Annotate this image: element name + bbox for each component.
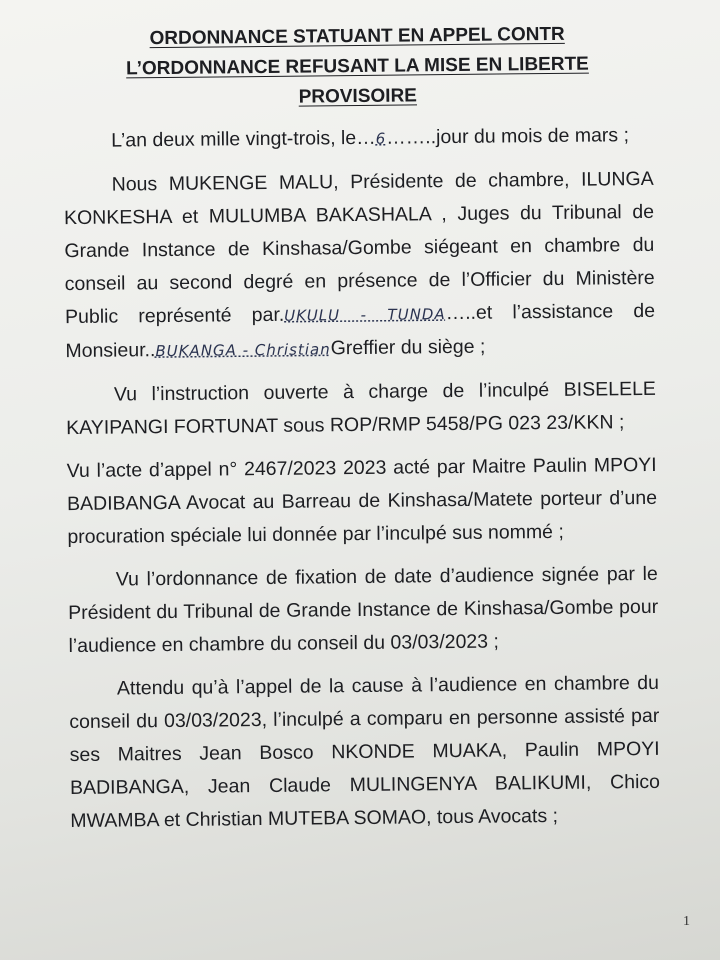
handwritten-officer: UKULU - TUNDA [284,305,446,325]
paragraph-hearing-order: Vu l’ordonnance de fixation de date d’audience signée par le Président du Tribunal de Grande Instance de Kinshasa/Gombe pour l’audience en chambre du conseil du 03/03/2023 ; [68,562,659,658]
paragraph-attendance: Attendu qu’à l’appel de la cause à l’audience en chambre du conseil du 03/03/2023, l’inculpé a comparu en personne assisté par ses Maitres Jean Bosco NKONDE MUAKA, Paulin MPOYI BADIBANGA, Jean Claude MULINGENYA BALIKUMI, Chico MWAMBA et Christian MUTEBA SOMAO, tous Avocats ; [69,671,661,833]
composition-text-3: Greffier du siège ; [330,335,486,360]
handwritten-day: 6 [375,129,387,148]
title-line-2: L’ORDONNANCE REFUSANT LA MISE EN LIBERTE [126,53,589,80]
title-line-3: PROVISOIRE [298,85,418,108]
document-body [62,19,661,848]
composition-text-1: Nous MUKENGE MALU, Présidente de chambre, ILUNGA KONKESHA et MULUMBA BAKASHALA , Juges du Tribunal de Grande Instance de Kinshasa/Gombe siégeant en chambre du conseil au second degré en présence de l’Officier du Ministère Public représenté par. [63,167,655,329]
paragraph-appeal-act: Vu l’acte d’appel n° 2467/2023 2023 acté par Maitre Paulin MPOYI BADIBANGA Avocat au Barreau de Kinshasa/Matete porteur d’une procuration spéciale lui donnée par l’inculpé sus nommé ; [66,453,658,549]
composition-text-2: …..et l’assistance de Monsieur.. [65,299,656,363]
paragraph-composition [64,163,656,369]
handwritten-clerk: BUKANGA - Christian [155,340,331,361]
date-text-start: L’an deux mille vingt-trois, le… [111,126,376,152]
date-text-end: ……..jour du mois de mars ; [386,124,630,149]
paragraph-date [63,119,653,159]
paragraph-instruction: Vu l’instruction ouverte à charge de l’inculpé BISELELE KAYIPANGI FORTUNAT sous ROP/RMP 5458/PG 023 23/KKN ; [66,377,656,440]
page-number: 1 [683,914,690,929]
document-title [62,19,653,115]
title-line-1: ORDONNANCE STATUANT EN APPEL CONTR [149,23,565,50]
